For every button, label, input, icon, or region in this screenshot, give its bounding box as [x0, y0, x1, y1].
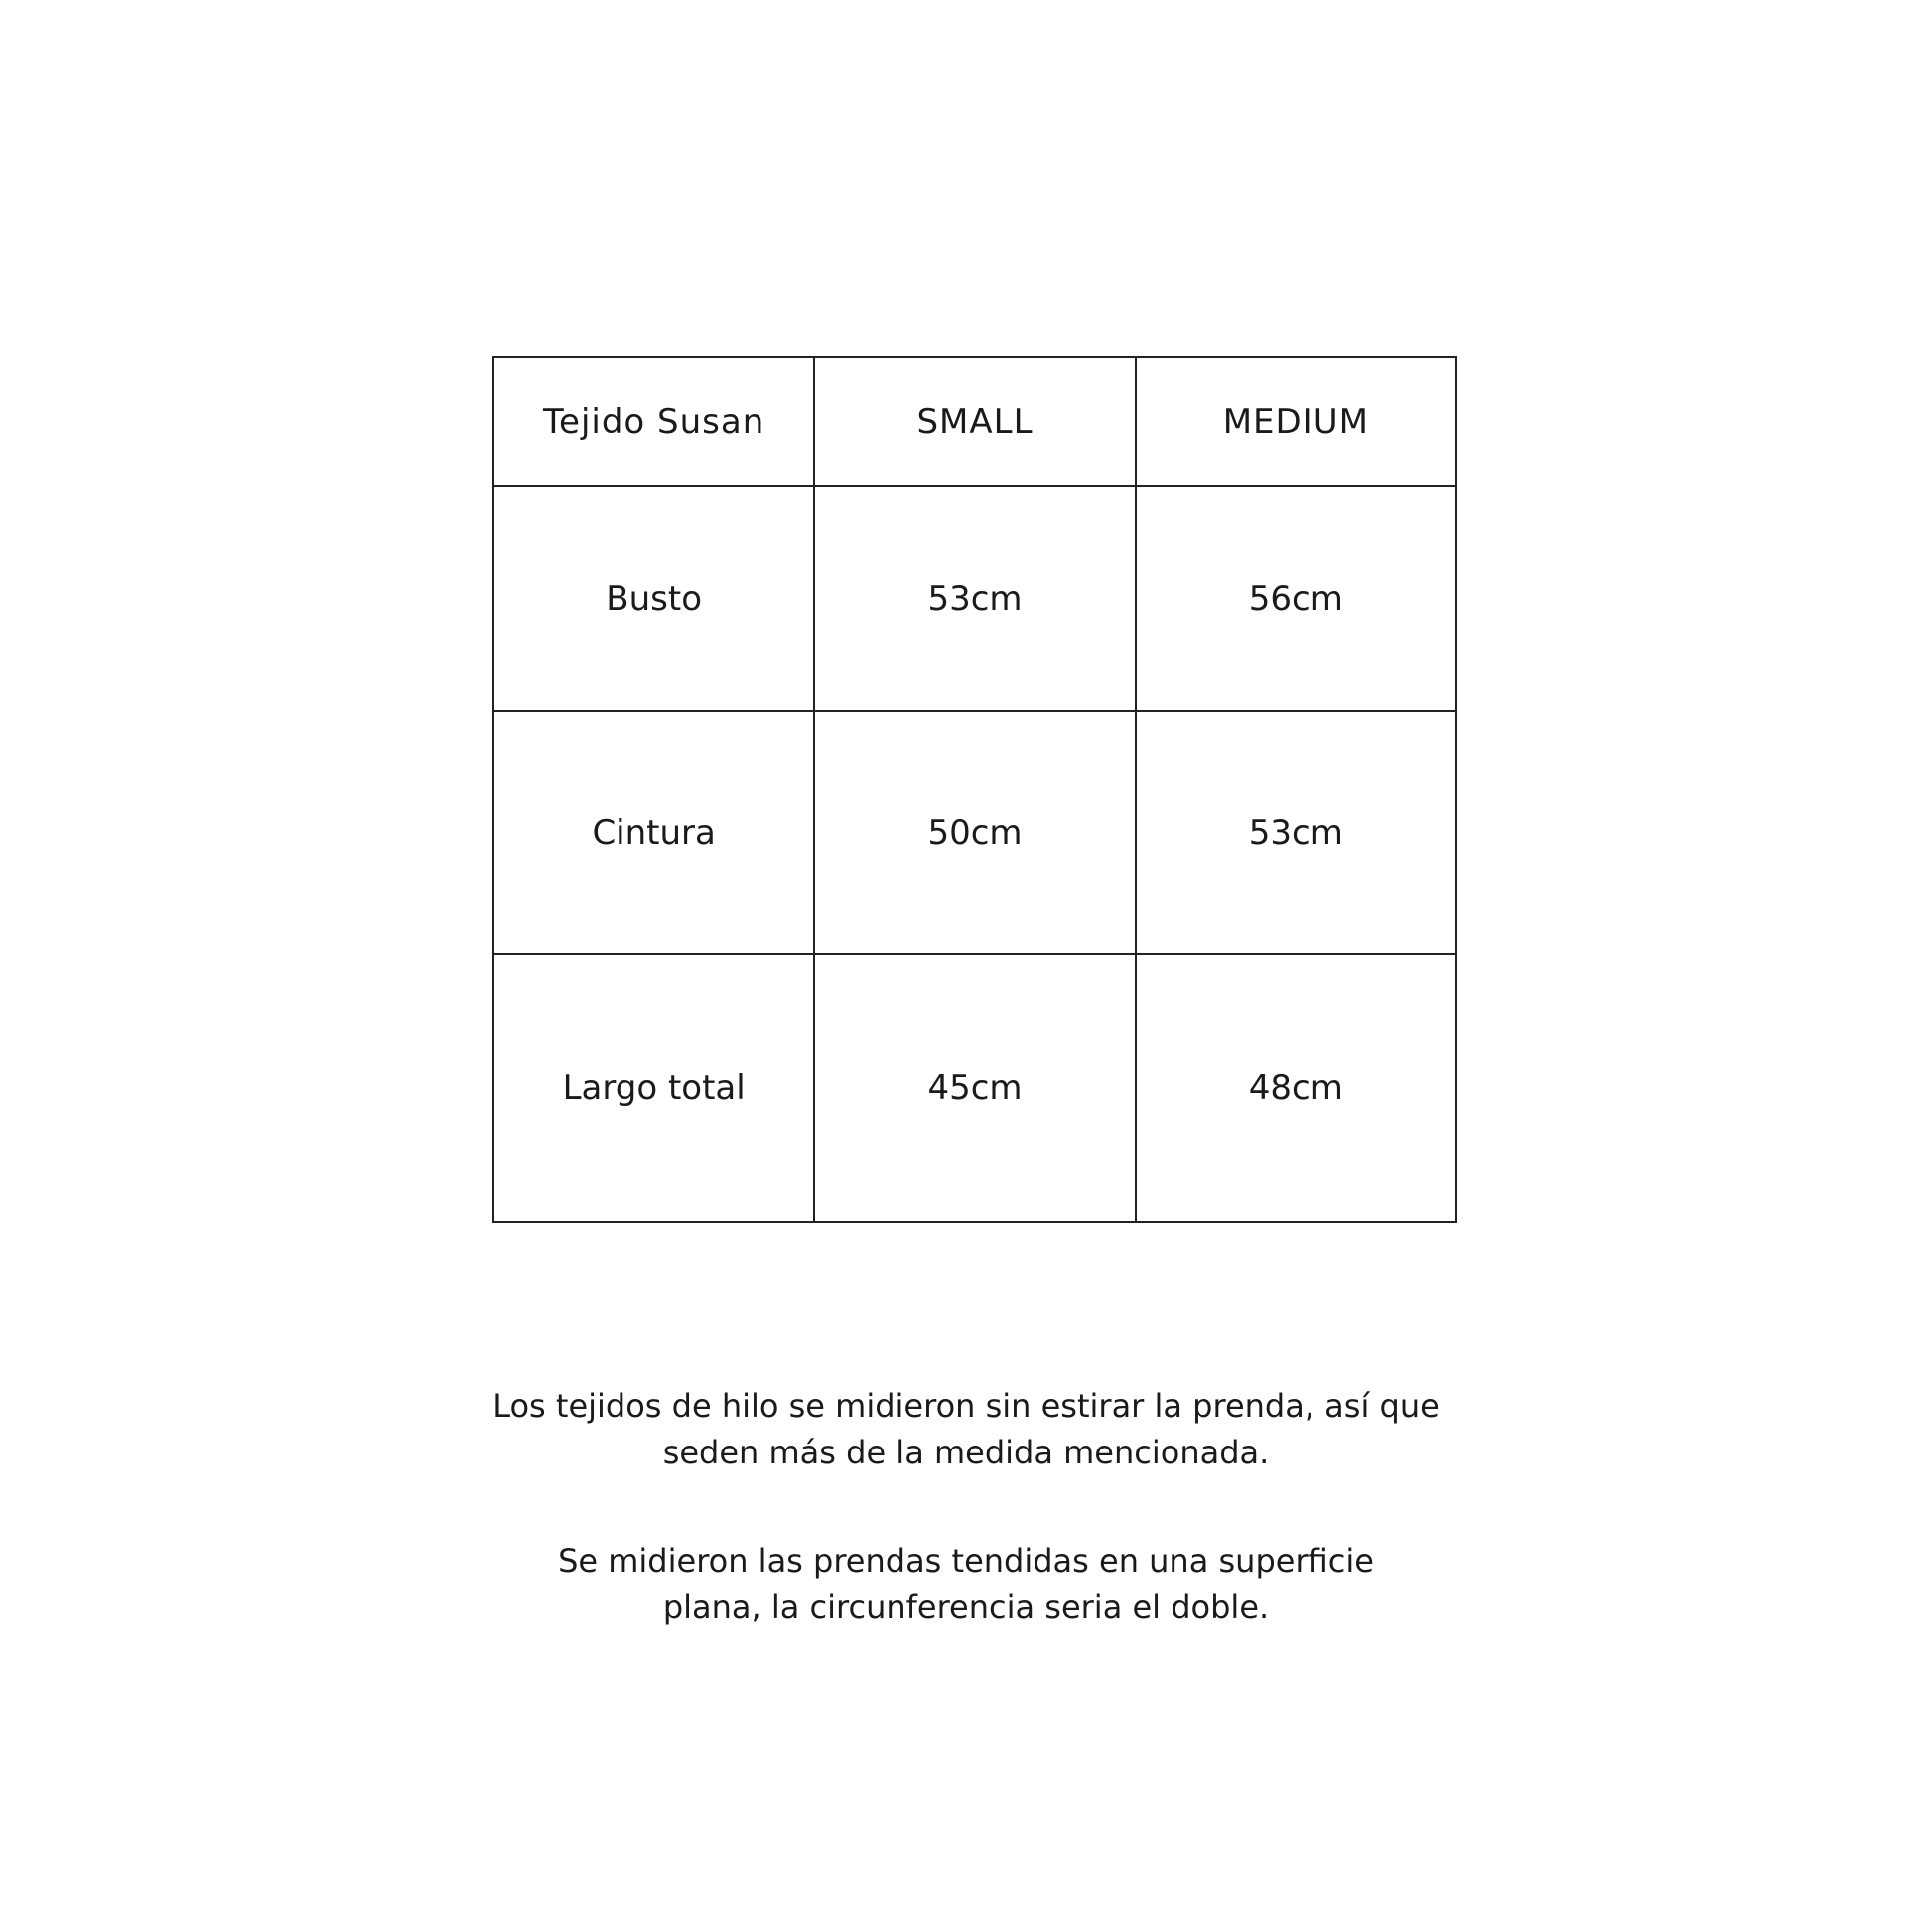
- measurement-note-flat: [370, 1538, 1562, 1631]
- measurement-note-stretch: [370, 1383, 1562, 1476]
- row-label-busto: Busto: [493, 486, 814, 711]
- note-line: seden más de la medida mencionada.: [662, 1434, 1270, 1471]
- largo-medium-value: 48cm: [1136, 954, 1456, 1222]
- busto-medium-value: 56cm: [1136, 486, 1456, 711]
- busto-small-value: 53cm: [814, 486, 1135, 711]
- table-header-row: [493, 357, 1456, 486]
- row-label-largo-total: Largo total: [493, 954, 814, 1222]
- table-row: [493, 711, 1456, 954]
- table-row: [493, 486, 1456, 711]
- cintura-small-value: 50cm: [814, 711, 1135, 954]
- note-line: plana, la circunferencia seria el doble.: [662, 1588, 1270, 1626]
- size-chart-table: [492, 356, 1457, 1223]
- row-label-cintura: Cintura: [493, 711, 814, 954]
- header-cell-small: SMALL: [814, 357, 1135, 486]
- cintura-medium-value: 53cm: [1136, 711, 1456, 954]
- header-cell-medium: MEDIUM: [1136, 357, 1456, 486]
- largo-small-value: 45cm: [814, 954, 1135, 1222]
- table-row: [493, 954, 1456, 1222]
- note-line: Se midieron las prendas tendidas en una superficie: [558, 1542, 1374, 1580]
- header-cell-product: Tejido Susan: [493, 357, 814, 486]
- note-line: Los tejidos de hilo se midieron sin estirar la prenda, así que: [492, 1387, 1440, 1425]
